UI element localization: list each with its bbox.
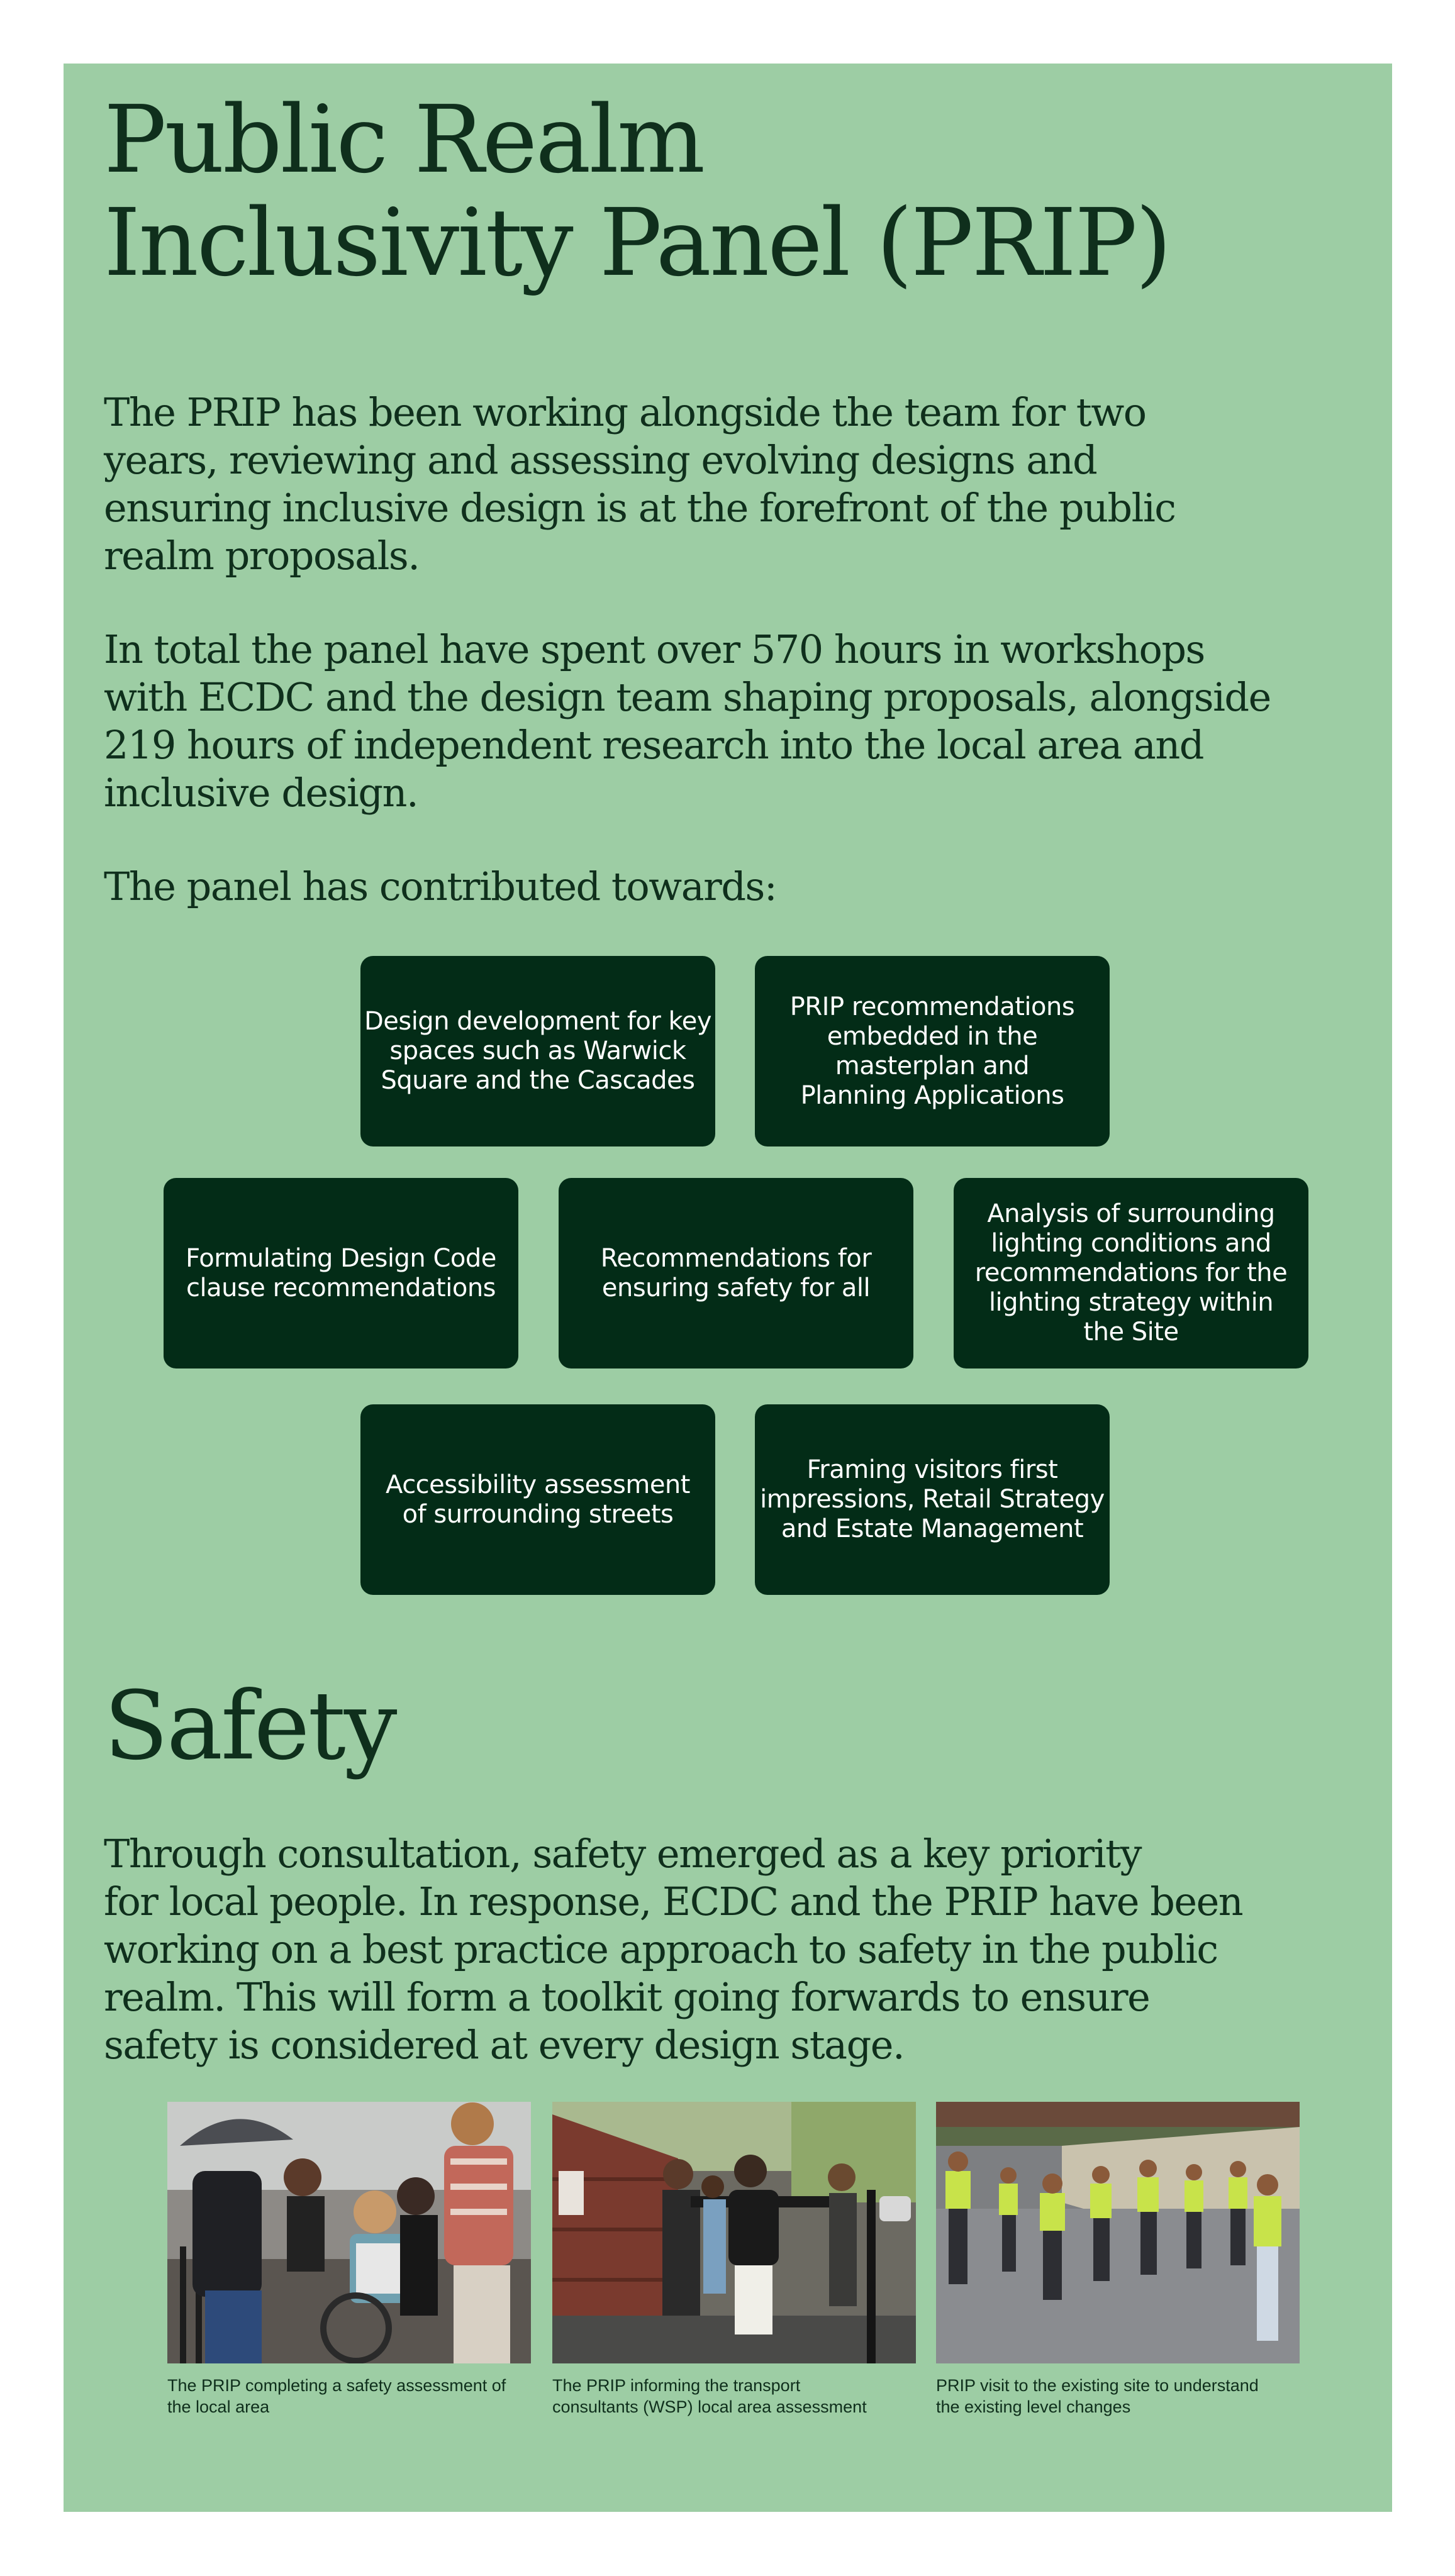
contribution-line: ensuring safety for all <box>601 1273 871 1302</box>
contribution-line: Accessibility assessment <box>386 1470 690 1499</box>
photo-site-visit-image <box>936 2102 1300 2363</box>
safety-title: Safety <box>104 1672 396 1781</box>
contribution-text <box>364 1007 711 1096</box>
contribution-line: lighting conditions and <box>991 1229 1271 1258</box>
photo-transport-consultants <box>552 2102 916 2363</box>
contribution-box-safety <box>559 1178 913 1368</box>
photo-transport-consultants-image <box>552 2102 916 2363</box>
safety-line: working on a best practice approach to safety in the public <box>104 1926 1218 1972</box>
safety-line: realm. This will form a toolkit going forwards to ensure <box>104 1974 1150 2020</box>
contribution-text <box>601 1244 872 1303</box>
contribution-text <box>760 1455 1105 1544</box>
contribution-text <box>386 1470 690 1530</box>
photo-caption <box>167 2375 538 2418</box>
contributed-heading <box>104 863 1299 911</box>
contribution-line: of surrounding streets <box>402 1499 674 1529</box>
caption-line: The PRIP completing a safety assessment of <box>167 2376 506 2395</box>
contribution-line: Design development for key <box>364 1007 712 1036</box>
photo-caption <box>552 2375 923 2418</box>
hours-line: 219 hours of independent research into the local area and <box>104 722 1203 768</box>
safety-paragraph <box>104 1830 1299 2069</box>
intro-line: The PRIP has been working alongside the team for two <box>104 389 1146 435</box>
contribution-box-lighting <box>954 1178 1308 1368</box>
photo-caption <box>936 2375 1307 2418</box>
contribution-box-first-impressions <box>755 1404 1110 1595</box>
contributed-heading-text: The panel has contributed towards: <box>104 863 777 909</box>
contribution-line: impressions, Retail Strategy <box>760 1485 1105 1514</box>
hours-paragraph <box>104 626 1299 817</box>
contribution-box-recommendations-embedded <box>755 956 1110 1146</box>
photo-safety-assessment <box>167 2102 531 2363</box>
title-line-1: Public Realm <box>104 86 704 194</box>
caption-line: the local area <box>167 2397 270 2416</box>
title-line-2: Inclusivity Panel (PRIP) <box>104 189 1170 297</box>
contribution-line: Framing visitors first <box>806 1455 1058 1484</box>
contribution-line: Recommendations for <box>600 1243 872 1273</box>
caption-line: The PRIP informing the transport <box>552 2376 801 2395</box>
contribution-line: Square and the Cascades <box>381 1066 695 1095</box>
safety-line: Through consultation, safety emerged as a key priority <box>104 1831 1142 1877</box>
photo-site-visit <box>936 2102 1300 2363</box>
page-title <box>104 86 1170 297</box>
caption-line: consultants (WSP) local area assessment <box>552 2397 867 2416</box>
contribution-line: the Site <box>1083 1318 1179 1346</box>
intro-line: years, reviewing and assessing evolving designs and <box>104 437 1097 483</box>
contribution-line: Analysis of surrounding <box>987 1199 1275 1228</box>
hours-line: with ECDC and the design team shaping proposals, alongside <box>104 674 1271 720</box>
contribution-box-design-development <box>360 956 715 1146</box>
contribution-line: clause recommendations <box>186 1273 496 1302</box>
intro-line: realm proposals. <box>104 533 420 579</box>
photo-safety-assessment-image <box>167 2102 531 2363</box>
hours-line: In total the panel have spent over 570 hours in workshops <box>104 626 1205 672</box>
caption-line: the existing level changes <box>936 2397 1131 2416</box>
caption-line: PRIP visit to the existing site to understand <box>936 2376 1259 2395</box>
intro-paragraph <box>104 389 1299 580</box>
contribution-line: masterplan and <box>835 1051 1030 1080</box>
contribution-line: Planning Applications <box>800 1080 1064 1110</box>
contribution-text <box>790 992 1074 1111</box>
contribution-box-design-code <box>164 1178 518 1368</box>
contribution-text <box>186 1244 496 1303</box>
contribution-line: and Estate Management <box>781 1514 1084 1543</box>
contribution-box-accessibility <box>360 1404 715 1595</box>
intro-line: ensuring inclusive design is at the forefront of the public <box>104 485 1176 531</box>
safety-line: safety is considered at every design stage. <box>104 2022 905 2068</box>
contribution-line: embedded in the <box>827 1021 1038 1051</box>
contribution-line: PRIP recommendations <box>789 992 1075 1021</box>
contribution-line: lighting strategy within <box>988 1288 1274 1317</box>
contribution-line: Formulating Design Code <box>186 1243 496 1273</box>
hours-line: inclusive design. <box>104 770 418 816</box>
contribution-line: recommendations for the <box>974 1258 1288 1287</box>
contribution-line: spaces such as Warwick <box>389 1036 686 1065</box>
contribution-text <box>975 1199 1287 1347</box>
safety-line: for local people. In response, ECDC and the PRIP have been <box>104 1879 1243 1924</box>
